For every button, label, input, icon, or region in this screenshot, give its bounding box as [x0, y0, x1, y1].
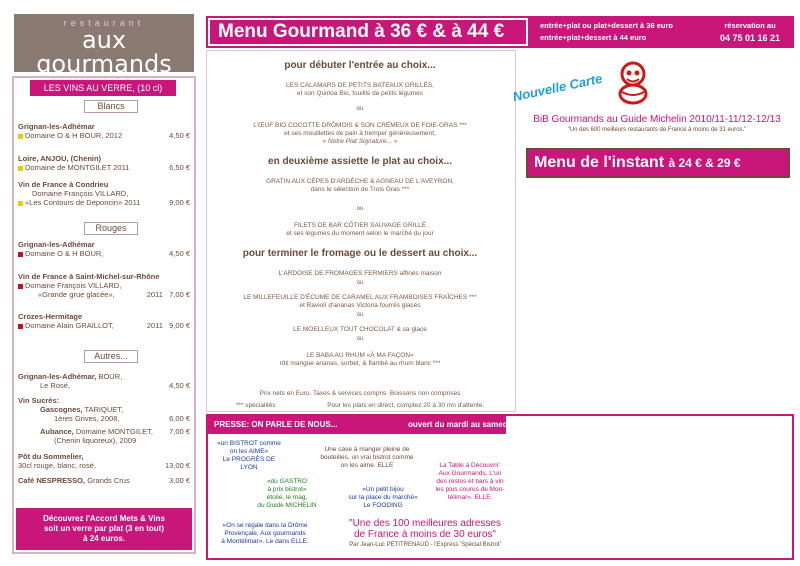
header-info-2: entrée+plat+dessert à 44 euro — [540, 33, 647, 42]
wine-line: Domaine O & H BOUR, 2012 — [25, 131, 123, 140]
michelin-bib-icon — [610, 60, 656, 106]
quote-line: du Guide MICHELIN — [257, 502, 317, 509]
category-rouges: Rouges — [84, 222, 138, 235]
wine-year: 2011 — [146, 321, 163, 330]
quote-line: étoile, le mag, — [266, 494, 308, 501]
wine-sub-name: Gascognes, — [40, 405, 83, 414]
footnote-attente: Pour les plats en direct, comptez 20 à 30 mn d'attente. — [327, 402, 485, 409]
wine-line: Grands Crus — [87, 476, 130, 485]
press-quote-fooding — [338, 486, 428, 510]
category-blancs: Blancs — [84, 100, 138, 113]
quote-line: télimar». ELLE. — [447, 494, 493, 501]
or-separator: ou — [356, 312, 364, 318]
dish-desc: et ses mouillettes de pain à tremper généreusement, — [284, 130, 436, 137]
dish-e2 — [210, 122, 510, 146]
wine-r1 — [18, 240, 190, 258]
menu-instant-price: à 24 € & 29 € — [668, 156, 741, 170]
wine-price: 3,00 € — [169, 476, 190, 485]
logo-main: aux gourmands — [36, 26, 172, 78]
wine-line: 1ères Grives, 2008, — [54, 414, 120, 423]
dish-p1 — [210, 178, 510, 194]
wine-line: Domaine François VILLARD, — [25, 281, 122, 290]
menu-heading-plat: en deuxième assiette le plat au choix... — [268, 156, 452, 167]
wine-name: Crozes-Hermitage — [18, 312, 83, 321]
white-square-icon — [18, 134, 23, 139]
reservation — [720, 20, 780, 44]
menu-heading-entree: pour débuter l'entrée au choix... — [284, 60, 436, 71]
quote-line: La Table à Découvrir: — [439, 462, 501, 469]
menu-footnote-1: Prix nets en Euro. Taxes & services compris. Boissons non comprises — [259, 390, 461, 397]
wine-price: 9,00 € — [169, 198, 190, 207]
quote-line: bouteilles, un vrai bistrot comme — [320, 454, 414, 461]
dish-name: FILETS DE BAR CÔTIER SAUVAGE GRILLÉ — [293, 222, 427, 229]
red-square-icon — [18, 252, 23, 257]
dish-name: GRATIN AUX CÈPES D'ARDÈCHE & AGNEAU DE L'AVEYRON, — [266, 178, 454, 185]
dish-name: L'ŒUF BIO COCOTTE DRÔMOIS & SON CRÉMEUX DE FOIE-GRAS *** — [253, 122, 467, 129]
dish-e1 — [210, 82, 510, 98]
wine-r2 — [18, 272, 190, 299]
press-quote-elle-1 — [210, 522, 320, 546]
wine-name: Vin Sucrés: — [18, 396, 60, 405]
dish-d2 — [210, 294, 510, 310]
accord-line-3: à 24 euros. — [83, 534, 125, 543]
wine-b2 — [18, 154, 190, 172]
wine-price: 4,50 € — [169, 131, 190, 140]
wine-name-2: BOUR, — [98, 372, 123, 381]
reservation-label: réservation au — [724, 21, 776, 30]
dish-desc: et Raviolí d'ananas Victoria fourrés glacés — [299, 302, 421, 309]
quote-line: sur la place du marché» — [348, 494, 418, 501]
quote-line: Aux Gourmands, L'un — [438, 470, 502, 477]
wine-name: Loire, ANJOU, (Chenin) — [18, 154, 102, 163]
press-quote-progres — [214, 440, 284, 472]
bib-gourmand-sub: "Un des 600 meilleurs restaurants de France à moins de 31 euros." — [567, 127, 747, 133]
wine-price: 9,00 € — [169, 321, 190, 330]
wine-heading: LES VINS AU VERRE, (10 cl) — [30, 80, 176, 96]
wine-name: Café NESPRESSO, — [18, 476, 86, 485]
menu-title: Menu Gourmand à 36 € & à 44 € — [208, 18, 528, 46]
quote-line: «Un petit bijou — [362, 486, 404, 493]
wine-name: Vin de France à Condrieu — [18, 180, 109, 189]
reservation-phone: 04 75 01 16 21 — [720, 33, 781, 43]
dish-desc: dans le sélection de Trois Gras *** — [310, 186, 410, 193]
dish-p2 — [210, 222, 510, 238]
white-square-icon — [18, 166, 23, 171]
wine-line: (Chenin liquoreux), 2009 — [54, 436, 137, 445]
wine-a4 — [18, 476, 190, 485]
menu-heading-dessert: pour terminer le fromage ou le dessert au choix... — [242, 248, 478, 259]
wine-line: 30cl rouge, blanc, rosé, — [18, 461, 96, 470]
or-separator: ou — [356, 336, 364, 342]
or-separator: ou — [356, 206, 364, 212]
white-square-icon — [18, 201, 23, 206]
logo-top: restaurant — [63, 18, 145, 28]
quote-line: «On se régale dans la Drôme — [222, 522, 308, 529]
dish-desc: et ses légumes du moment selon le marché du jour — [286, 230, 434, 237]
quote-line: "Une des 100 meilleures adresses — [349, 518, 501, 529]
dish-name: LE BABA AU RHUM «À MA FAÇON» — [306, 352, 414, 359]
quote-line: Le FOODING — [363, 502, 403, 509]
or-separator: ou — [356, 106, 364, 112]
wine-b1 — [18, 122, 190, 140]
menu-footnote-2 — [210, 402, 510, 410]
quote-line: «du GASTRO — [266, 478, 308, 485]
wine-line: Le Rosé, — [40, 381, 71, 390]
category-autres: Autres... — [84, 350, 138, 363]
wine-r3 — [18, 312, 190, 330]
wine-name: Grignan-les-Adhémar — [18, 122, 95, 131]
dish-desc: et son Quinoa Bio, fouillis de petits légumes — [296, 90, 424, 97]
wine-line: «Les Contours de Deponcin» 2011 — [25, 198, 141, 207]
wine-price: 6,00 € — [169, 414, 190, 423]
red-square-icon — [18, 284, 23, 289]
wine-name: Vin de France à Saint-Michel-sur-Rhône — [18, 272, 160, 281]
accord-line-1: Découvrez l'Accord Mets & Vins — [43, 514, 165, 523]
quote-line: Provençale, Aux gourmands — [224, 530, 306, 537]
dish-d4 — [210, 352, 510, 368]
accord-banner — [16, 508, 192, 550]
bib-gourmand-text: BiB Gourmands au Guide Michelin 2010/11-11/12-12/13 — [533, 114, 781, 125]
wine-line: Domaine O & H BOUR, — [25, 249, 104, 258]
press-quote-elle-3 — [430, 462, 510, 502]
wine-price: 7,00 € — [169, 290, 190, 299]
quote-line: «un BISTROT comme — [217, 440, 281, 447]
wine-line: Domaine François VILLARD, — [32, 189, 129, 198]
wine-price: 7,00 € — [169, 427, 190, 436]
quote-line: LYON — [240, 464, 258, 471]
wine-price: 4,50 € — [169, 381, 190, 390]
header-info-1: entrée+plat ou plat+dessert à 36 euro — [540, 21, 673, 30]
quote-line: on les AIME» — [229, 448, 269, 455]
wine-sub-name: Aubance, — [40, 427, 74, 436]
press-quote-michelin — [252, 478, 322, 510]
wine-year: 2011 — [146, 290, 163, 299]
press-quote-elle-2 — [312, 446, 422, 470]
wine-name: Grignan-les-Adhémar, — [18, 372, 97, 381]
opening-days: ouvert du mardi au samedi — [408, 420, 510, 429]
header-info — [540, 20, 673, 44]
wine-a1 — [18, 372, 190, 390]
quote-line: des restos et bars à vin — [436, 478, 504, 485]
quote-line: Une cave à manger pleine de — [324, 446, 410, 453]
footnote-specialites: *** spécialités — [235, 402, 276, 409]
wine-name: Pôt du Sommelier, — [18, 452, 84, 461]
wine-sub-producer: TARIQUET, — [84, 405, 124, 414]
wine-price: 6,50 € — [169, 163, 190, 172]
menu-instant-title: Menu de l'instant — [534, 154, 665, 171]
presse-title: PRESSE: ON PARLE DE NOUS... — [208, 416, 506, 434]
quote-line: à prix bistrot» — [267, 486, 307, 493]
wine-b3 — [18, 180, 190, 207]
quote-line: les plus courus de Mon- — [435, 486, 505, 493]
red-square-icon — [18, 324, 23, 329]
nouvelle-carte: Nouvelle Carte — [511, 70, 604, 105]
quote-line: à Montélimar». Le dans ELLE. — [221, 538, 309, 545]
quote-line: Le PROGRÈS DE — [222, 456, 276, 463]
restaurant-logo — [14, 14, 194, 78]
quote-author: Par Jean-Luc PETITRENAUD - l'Express 'Spécial Bistrot' — [349, 542, 501, 548]
quote-line: de France à moins de 30 euros" — [354, 529, 496, 540]
dish-name: LES CALAMARS DE PETITS BATEAUX GRILLÉS, — [286, 82, 434, 89]
dish-d1: L'ARDOISE DE FROMAGES FERMIERS affinés maison — [278, 270, 442, 277]
wine-a2 — [18, 396, 190, 445]
wine-price: 4,50 € — [169, 249, 190, 258]
or-separator: ou — [356, 280, 364, 286]
wine-price: 13,00 € — [164, 461, 190, 470]
dish-d3: LE MOELLEUX TOUT CHOCOLAT & sa glace — [293, 326, 427, 333]
wine-line: Domaine de MONTGILET 2011 — [25, 163, 130, 172]
wine-sub-producer: Domaine MONTGILET, — [75, 427, 153, 436]
accord-line-2: soit un verre par plat (3 en tout) — [43, 524, 164, 533]
dish-desc: rôti mangue ananas, sorbet, & flambé au rhum blanc *** — [279, 360, 441, 367]
menu-instant-banner — [526, 148, 790, 178]
press-quote-express — [330, 518, 520, 551]
quote-line: on les aime. ELLE — [340, 462, 394, 469]
dish-name: LE MILLEFEUILLE D'ÉCUME DE CARAMEL AUX FRAMBOISES FRAÎCHES *** — [243, 294, 477, 301]
wine-line: «Grande grue glacée», — [38, 290, 115, 299]
wine-line: Domaine Alain GRAILLOT, — [25, 321, 114, 330]
wine-name: Grignan-les-Adhémar — [18, 240, 95, 249]
wine-a3 — [18, 452, 190, 470]
dish-signature: « Notre Plat Signature... » — [322, 138, 398, 145]
